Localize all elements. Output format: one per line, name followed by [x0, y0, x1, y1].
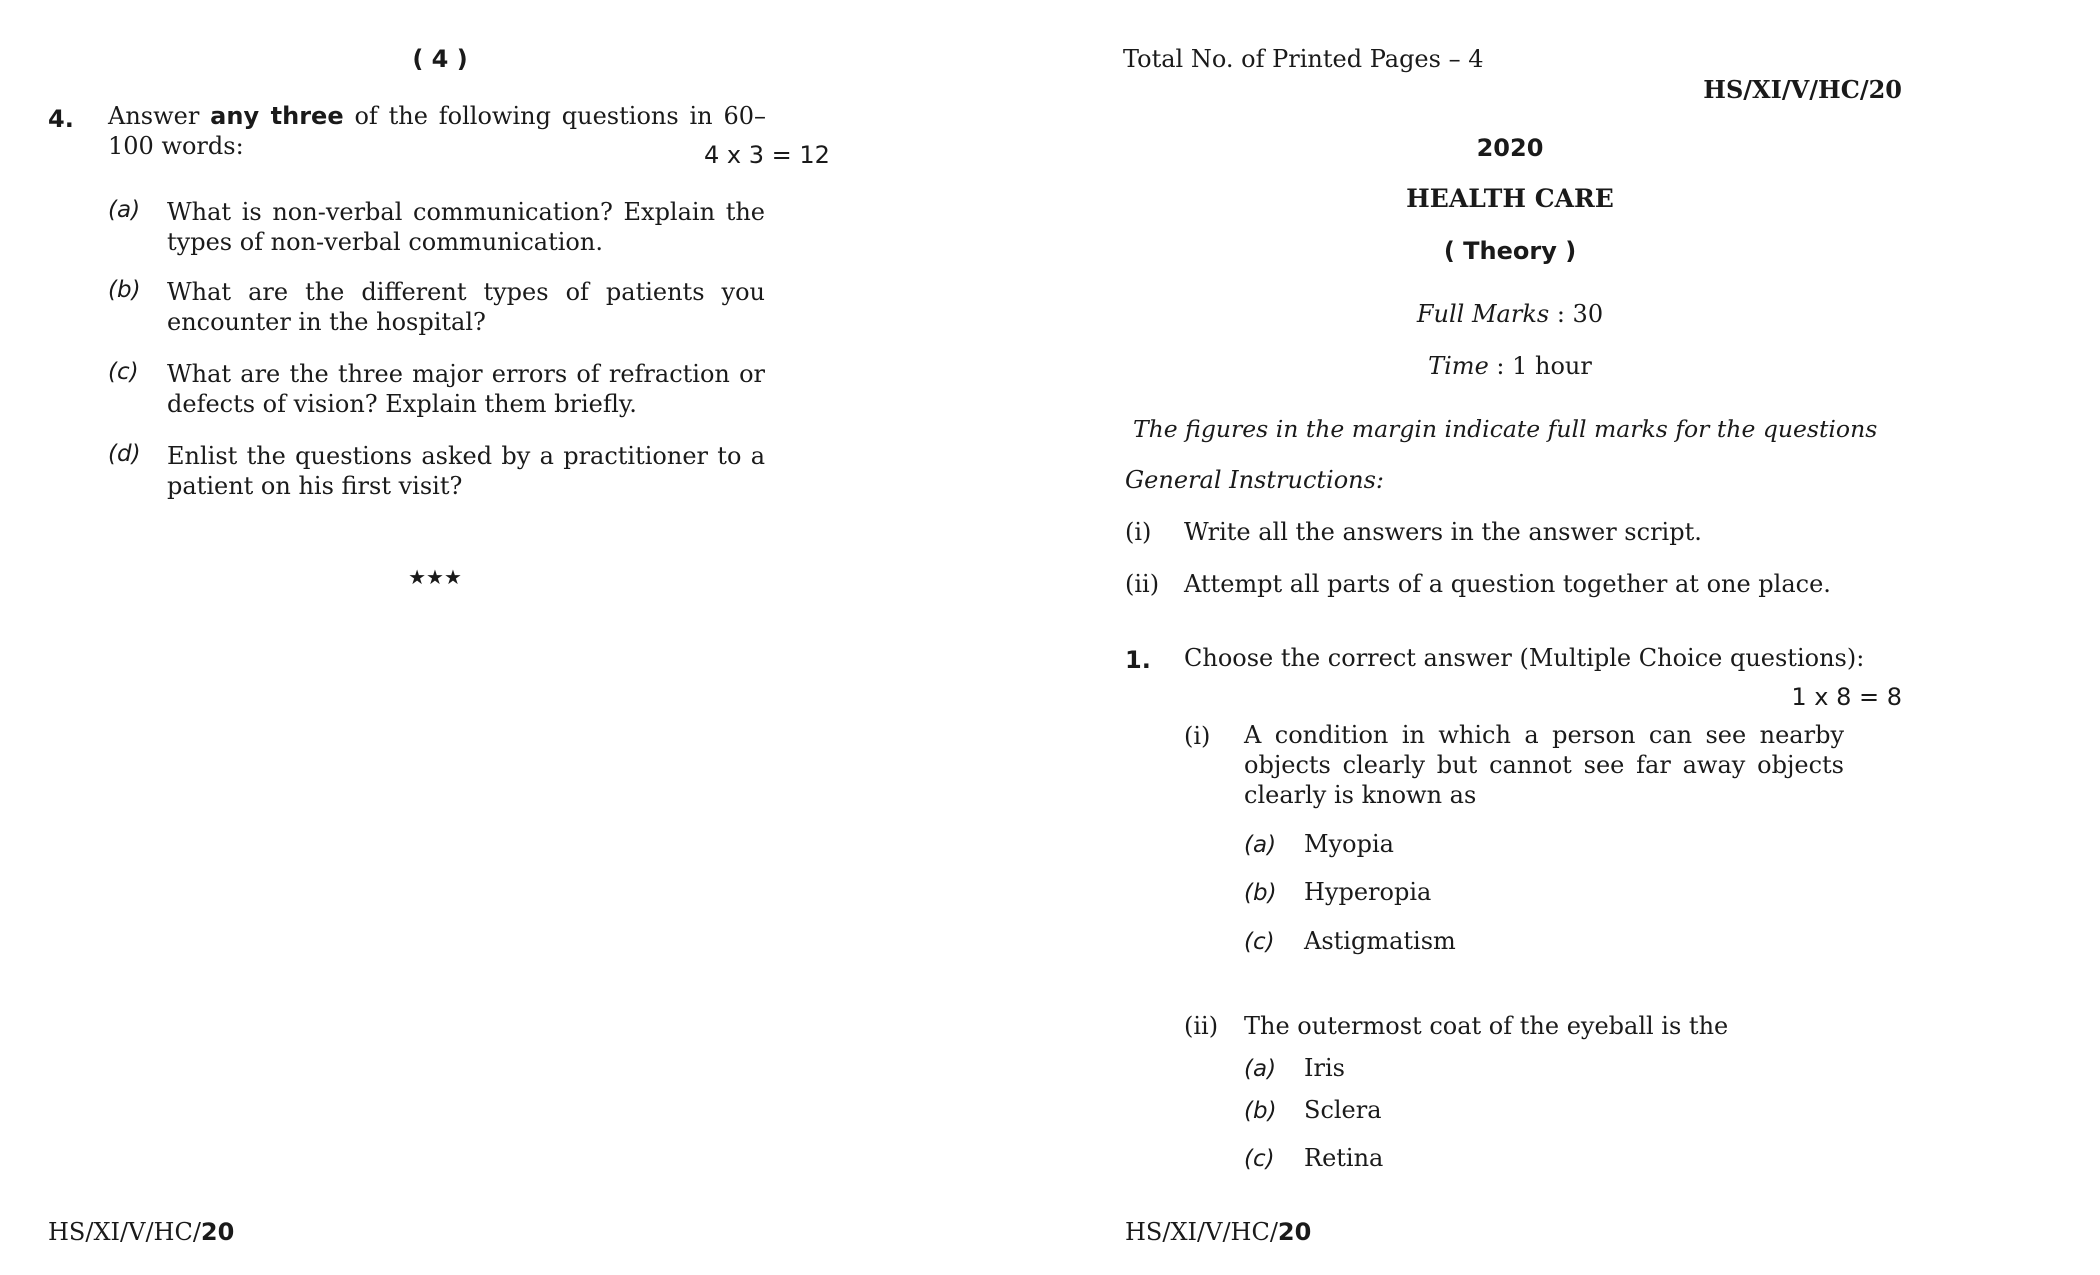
time-value: : 1 hour — [1488, 352, 1592, 380]
question-4-text-end: of the following questions in 60–100 words: — [108, 102, 767, 160]
instructions-heading: General Instructions: — [1125, 466, 1385, 494]
part-b-label: (b) — [108, 277, 141, 303]
subquestion-i-text: A condition in which a person can see nearby objects clearly but cannot see far away objects clearly is known as — [1244, 721, 1844, 809]
question-4-text-start: Answer — [108, 102, 211, 130]
time-label: Time — [1428, 352, 1489, 380]
subquestion-ii-option-a-text: Iris — [1304, 1054, 1345, 1082]
subquestion-i-option-b-text: Hyperopia — [1304, 878, 1432, 906]
subquestion-i-option-b-label: (b) — [1244, 880, 1277, 906]
subquestion-i-option-c-text: Astigmatism — [1304, 927, 1456, 955]
part-c-text: What are the three major errors of refraction or defects of vision? Explain them briefly. — [167, 360, 765, 418]
instruction-1-label: (i) — [1125, 518, 1152, 546]
exam-year: 2020 — [1476, 134, 1544, 162]
subquestion-ii-option-a-label: (a) — [1244, 1056, 1277, 1082]
time-allowed — [1310, 352, 1710, 380]
part-b-text: What are the different types of patients you encounter in the hospital? — [167, 278, 765, 336]
instruction-2-label: (ii) — [1125, 570, 1160, 598]
right-footer-code — [1125, 1218, 1311, 1246]
full-marks-value: : 30 — [1549, 300, 1604, 328]
subquestion-i-option-a-label: (a) — [1244, 832, 1277, 858]
subquestion-i-option-c-label: (c) — [1244, 929, 1275, 955]
margin-note: The figures in the margin indicate full marks for the questions — [1133, 415, 1878, 443]
page-number: ( 4 ) — [412, 45, 468, 73]
subquestion-ii-option-b-label: (b) — [1244, 1098, 1277, 1124]
part-d-label: (d) — [108, 441, 141, 467]
paper-type: ( Theory ) — [1443, 237, 1577, 265]
subquestion-ii-option-b-text: Sclera — [1304, 1096, 1382, 1124]
question-4-number: 4. — [48, 105, 74, 133]
question-4-emphasis: any three — [210, 102, 344, 130]
question-1-number: 1. — [1125, 646, 1151, 674]
question-4-marks: 4 x 3 = 12 — [704, 141, 830, 169]
instruction-2-text: Attempt all parts of a question together at one place. — [1184, 570, 1831, 598]
subquestion-ii-text: The outermost coat of the eyeball is the — [1244, 1012, 1729, 1040]
question-1-text: Choose the correct answer (Multiple Choice questions): — [1184, 644, 1865, 672]
paper-code: HS/XI/V/HC/20 — [1703, 75, 1902, 104]
subquestion-ii-option-c-text: Retina — [1304, 1144, 1384, 1172]
question-1-marks: 1 x 8 = 8 — [1791, 683, 1902, 711]
right-footer-year: 20 — [1277, 1218, 1312, 1246]
total-printed-pages: Total No. of Printed Pages – 4 — [1123, 45, 1484, 73]
subquestion-i-option-a-text: Myopia — [1304, 830, 1394, 858]
part-a-label: (a) — [108, 197, 141, 223]
left-footer-year: 20 — [200, 1218, 235, 1246]
left-footer-code — [48, 1218, 234, 1246]
part-d-text: Enlist the questions asked by a practitioner to a patient on his first visit? — [167, 442, 765, 500]
left-footer-prefix: HS/XI/V/HC/ — [48, 1218, 201, 1246]
part-a-text: What is non-verbal communication? Explain the types of non-verbal communication. — [167, 198, 765, 256]
question-4-text — [108, 101, 766, 161]
part-c-label: (c) — [108, 359, 139, 385]
instruction-1-text: Write all the answers in the answer script. — [1184, 518, 1702, 546]
subject-title: HEALTH CARE — [1406, 184, 1614, 213]
end-stars: ★★★ — [408, 565, 462, 589]
full-marks — [1310, 300, 1710, 328]
right-footer-prefix: HS/XI/V/HC/ — [1125, 1218, 1278, 1246]
subquestion-ii-label: (ii) — [1184, 1012, 1219, 1040]
subquestion-i-label: (i) — [1184, 722, 1211, 750]
full-marks-label: Full Marks — [1416, 300, 1550, 328]
subquestion-ii-option-c-label: (c) — [1244, 1146, 1275, 1172]
